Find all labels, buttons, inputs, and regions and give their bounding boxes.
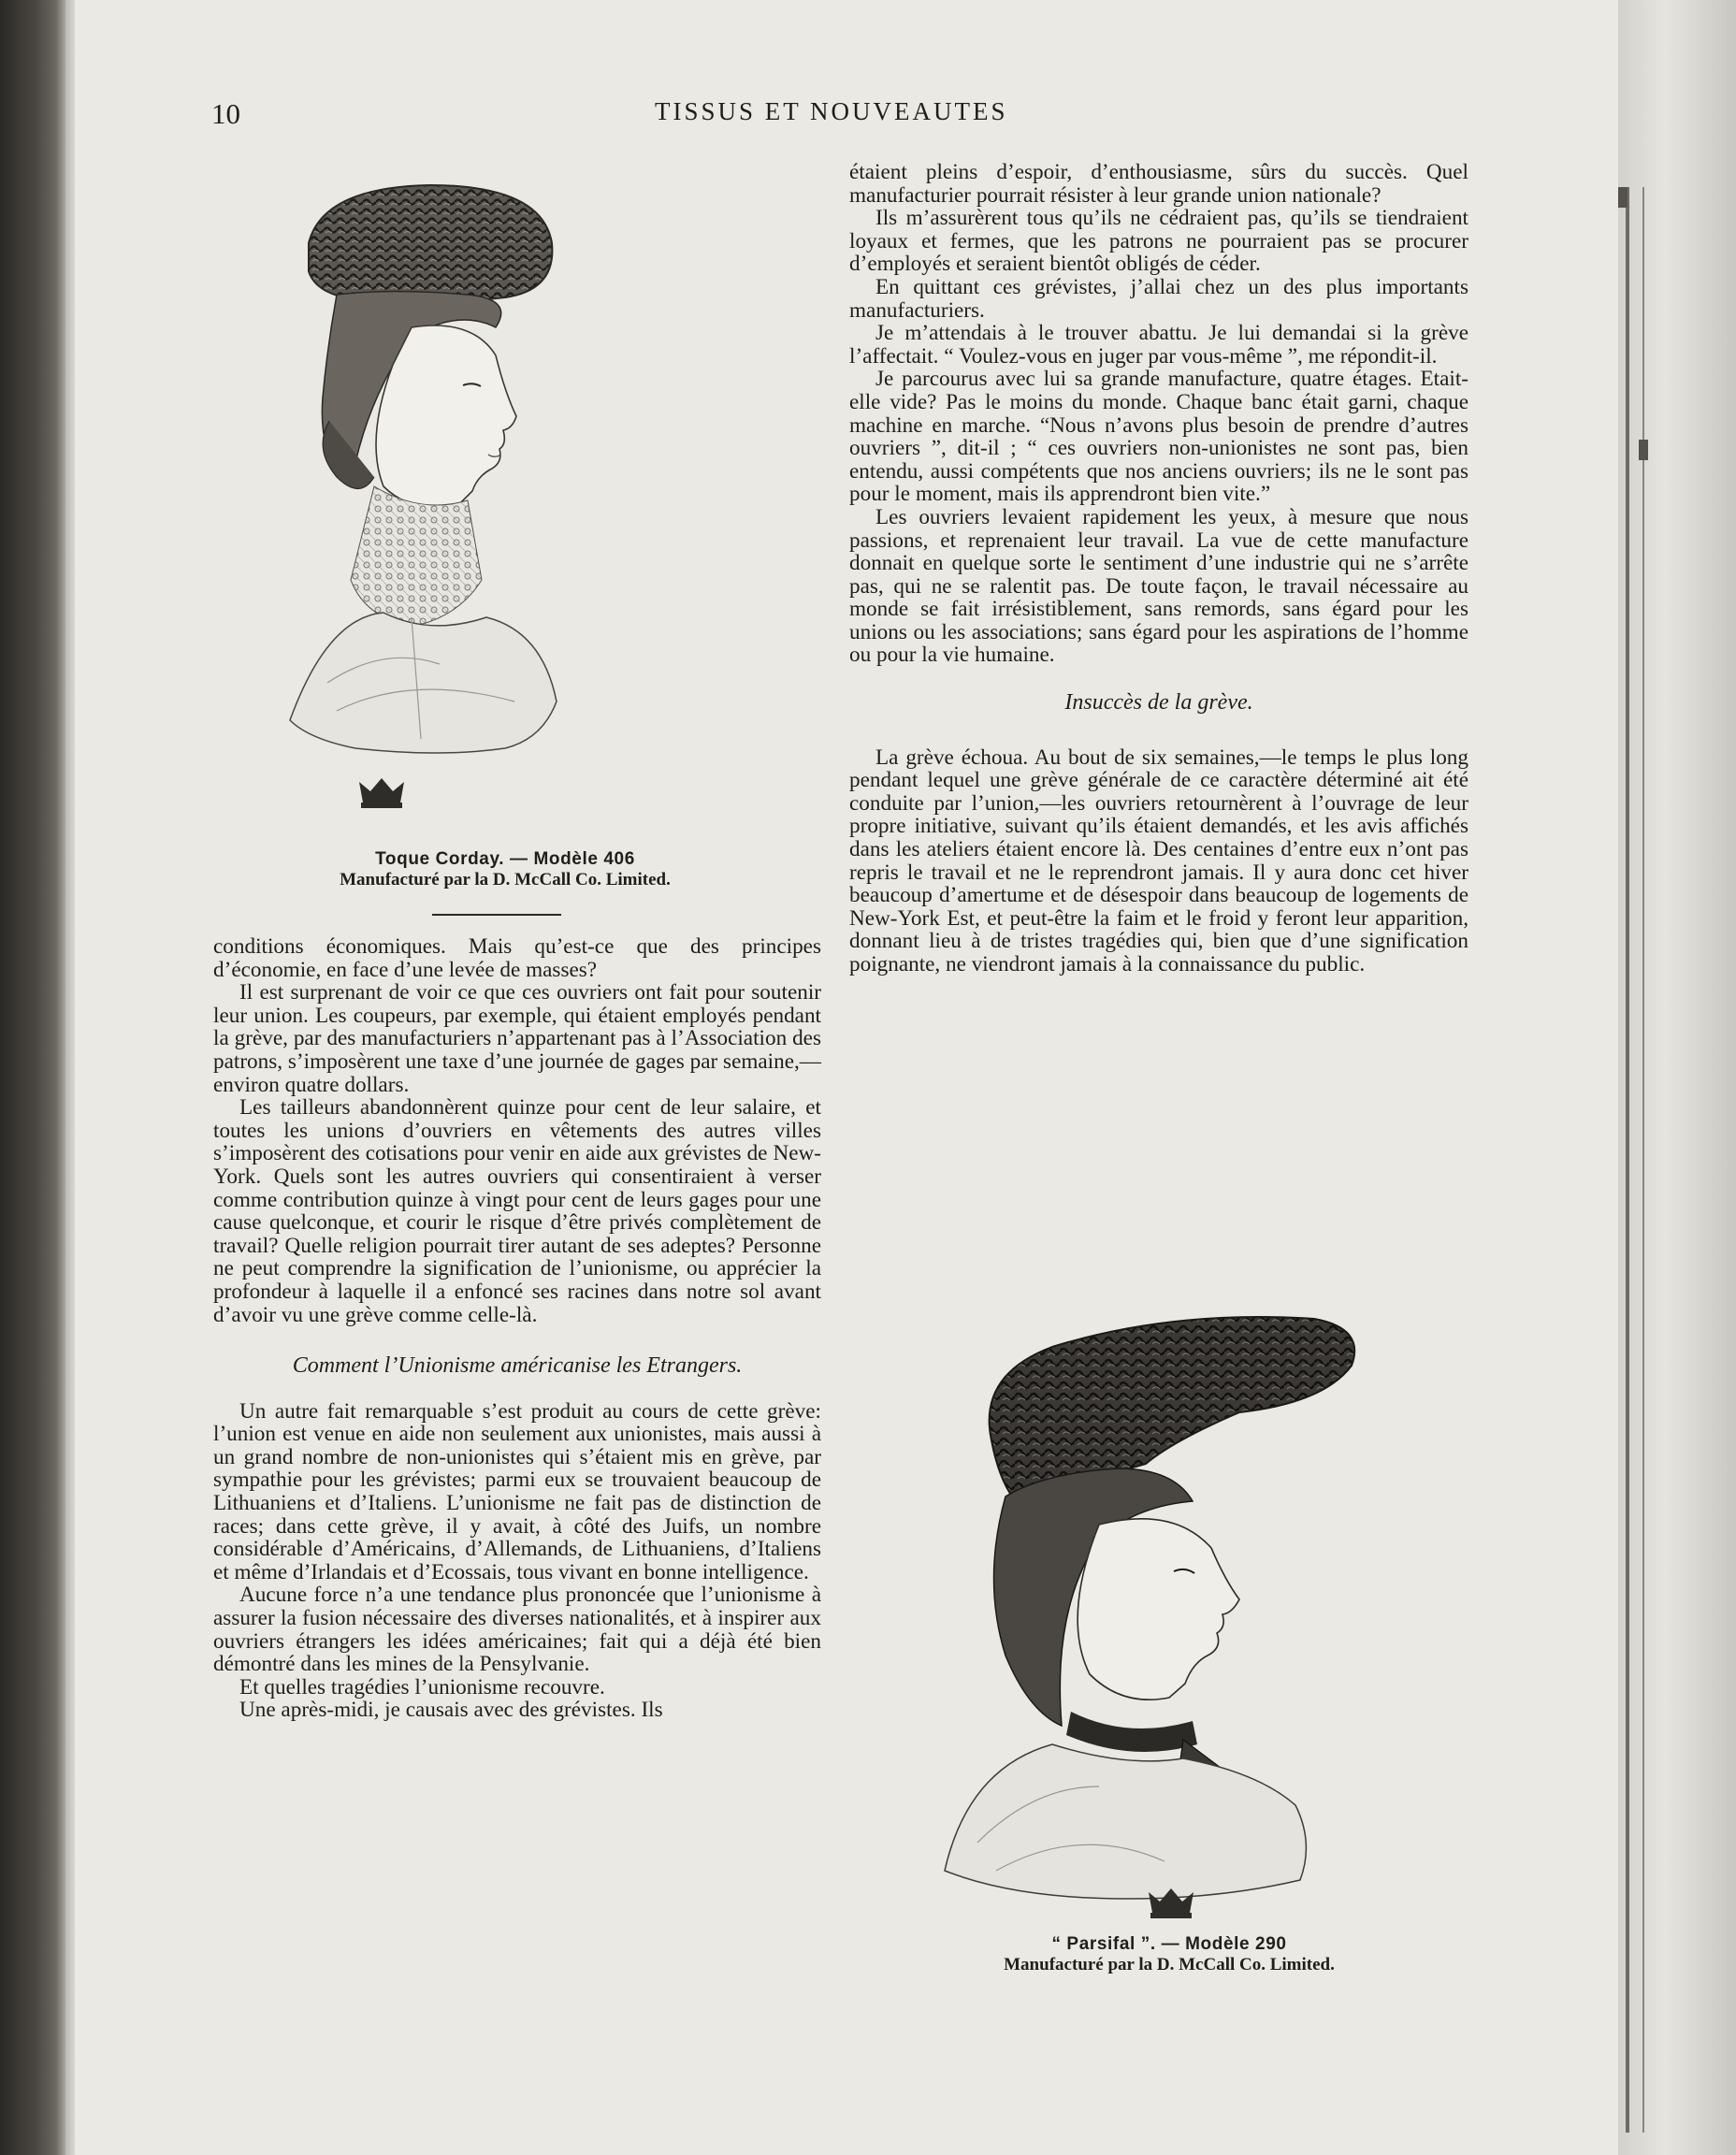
paragraph: Un autre fait remarquable s’est produit au cours de cette grève: l’union est venue en aide non seulement aux unionistes, mais aussi à un grand nombre de non-unionistes qui s’étaient mis en grève, par sympathie pour les grévistes; parmi eux se trouvaient beaucoup de Lithuaniens et d’Italiens. L’unionisme ne fait pas de distinction de races; dans cette grève, il y avait, à côté des Juifs, un nombre considérable d’Américains, d’Allemands, de Lithuaniens, d’Italiens et même d’Irlandais et d’Ecossais, tous vivant en bonne intelligence. (213, 1398, 821, 1584)
paragraph: étaient pleins d’espoir, d’enthousiasme, sûrs du succès. Quel manufacturier pourrait résister à leur grande union nationale? (849, 160, 1468, 208)
paragraph: conditions économiques. Mais qu’est-ce que des principes d’économie, en face d’une levée de masses? (213, 934, 821, 982)
paragraph: La grève échoua. Au bout de six semaines,—le temps le plus long pendant lequel une grève générale de ce caractère déterminé ait été conduite par l’union,—les ouvriers retournèrent à l’ouvrage de leur propre initiative, suivant qu’ils étaient demandés, et les avis affichés dans les ateliers étaient encore là. Des centaines d’entre eux n’ont pas repris le travail et ne le reprendront jamais. Il y aura donc cet hiver beaucoup d’amertume et de désespoir dans beaucoup de logements de New-York Est, et peut-être la faim et le froid y feront leur apparition, donnant lieu à de tristes tragédies qui, bien que d’une signification poignante, ne viendront jamais à la connaissance du public. (849, 745, 1468, 976)
next-page-edge (1618, 0, 1736, 2155)
paragraph: Et quelles tragédies l’unionisme recouvre. (239, 1674, 605, 1699)
left-column (213, 935, 821, 1722)
running-head (0, 97, 1736, 135)
page-edge-mark (1618, 187, 1628, 208)
binding-edge (65, 0, 75, 2155)
section-rule (432, 914, 561, 916)
paragraph: En quittant ces grévistes, j’allai chez un des plus importants manufacturiers. (849, 274, 1468, 323)
paragraph: Les tailleurs abandonnèrent quinze pour cent de leur salaire, et toutes les unions d’ouvriers en vêtements des autres villes s’imposèrent des cotisations pour venir en aide aux grévistes de New-York. Quels sont les autres ouvriers qui consentiraient à verser comme contribution quinze à vingt pour cent de leurs gages pour une cause quelconque, et courir le risque d’être privés complètement de travail? Quelle religion pourrait tirer autant de ses adeptes? Personne ne peut comprendre la signification de l’unionisme, ou apprécier la profondeur à laquelle il a enfoncé ses racines dans notre sol avant d’avoir vu une grève comme celle-là. (213, 1095, 821, 1327)
paragraph: Les ouvriers levaient rapidement les yeux, à mesure que nous passions, et reprenaient leur travail. La vue de cette manufacture donnait en quelque sorte le sentiment d’une industrie qui ne s’arrête pas, qui ne se ralentit pas. De toute façon, le travail nécessaire au monde se fait irrésistiblement, sans remords, sans égard pour les unions ou les associations; sans égard pour les aspirations de l’homme ou pour la vie humaine. (849, 504, 1468, 668)
caption-title: “ Parsifal ”. — Modèle 290 (1051, 1934, 1287, 1954)
caption-title: Toque Corday. — Modèle 406 (375, 849, 635, 869)
section-heading: Insuccès de la grève. (1064, 690, 1253, 716)
paragraph: Il est surprenant de voir ce que ces ouvriers ont fait pour soutenir leur union. Les coupeurs, par exemple, qui étaient employés pendant la grève, par des manufacturiers n’appartenant pas à l’Association des patrons, s’imposèrent une taxe d’une journée de gages par semaine,—environ quatre dollars. (213, 980, 821, 1097)
caption-credit: Manufacturé par la D. McCall Co. Limited. (340, 870, 671, 889)
paragraph: Aucune force n’a une tendance plus prononcée que l’unionisme à assurer la fusion nécessaire des diverses nationalités, et à inspirer aux ouvriers étrangers les idées américaines; fait qui a déjà été bien démontré dans les mines de la Pensylvanie. (213, 1583, 821, 1677)
parsifal-illustration (940, 1300, 1380, 1927)
caption-credit: Manufacturé par la D. McCall Co. Limited. (1004, 1955, 1335, 1974)
page-edge-line (1642, 187, 1644, 2133)
book-binding (0, 0, 65, 2155)
section-heading: Comment l’Unionisme américanise les Etrangers. (292, 1353, 743, 1379)
paragraph: Une après-midi, je causais avec des grévistes. Ils (239, 1698, 663, 1723)
right-column (849, 161, 1468, 976)
paragraph: Ils m’assurèrent tous qu’ils ne cédraient pas, qu’ils se tiendraient loyaux et fermes, que les patrons ne pourraient pas se procurer d’employés et seraient bientôt obligés de céder. (849, 206, 1468, 277)
top-figure-caption (271, 849, 739, 890)
paragraph: Je parcourus avec lui sa grande manufacture, quatre étages. Etait-elle vide? Pas le moins du monde. Chaque banc était garni, chaque machine en marche. “Nous n’avons plus besoin de prendre d’autres ouvriers ”, dit-il ; “ ces ouvriers non-unionistes ne sont pas, bien entendu, aussi compétents que nos anciens ouvriers; ils ne le sont pas pour le moment, mais ils apprendront bien vite.” (849, 367, 1468, 507)
journal-title: TISSUS ET NOUVEAUTES (655, 97, 1008, 125)
page-edge-mark (1639, 440, 1648, 460)
page-number: 10 (211, 97, 240, 130)
page-edge-line (1626, 187, 1629, 2133)
paragraph: Je m’attendais à le trouver abattu. Je lui demandai si la grève l’affectait. “ Voulez-vous en juger par vous-même ”, me répondit-il. (849, 321, 1468, 369)
toque-corday-illustration (271, 178, 571, 814)
bottom-figure-caption (945, 1934, 1394, 1975)
